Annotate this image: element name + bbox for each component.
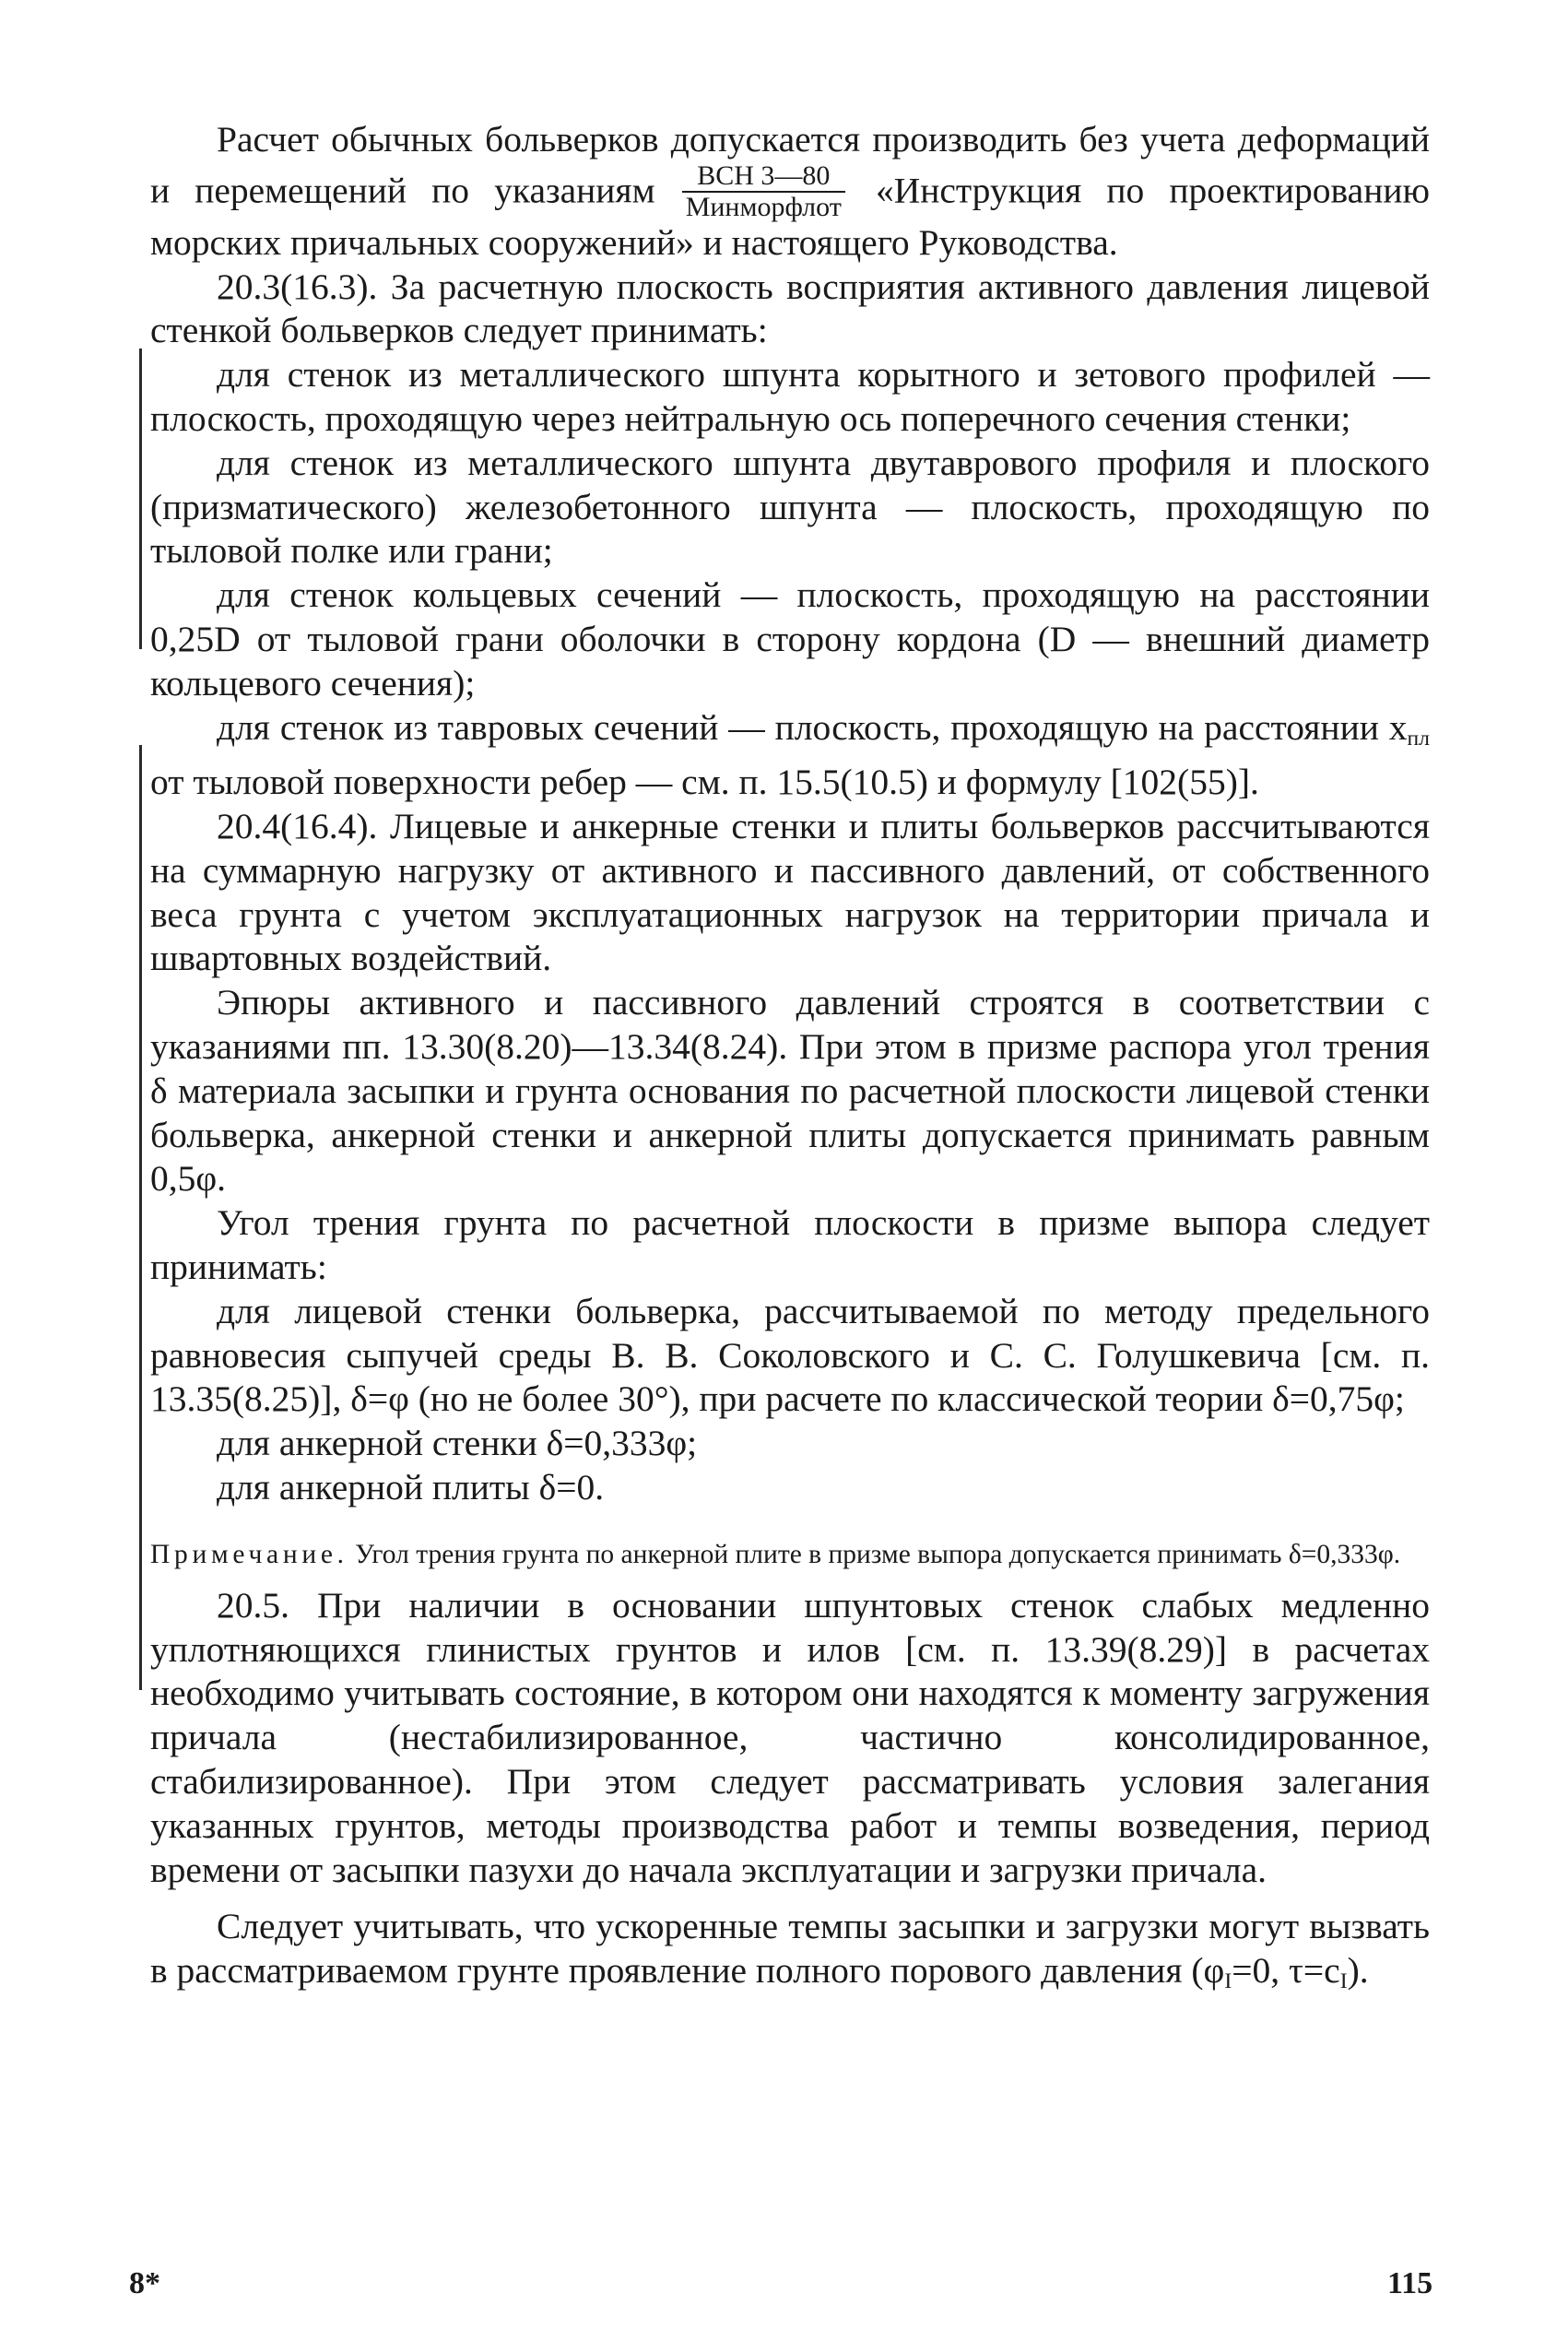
paragraph-i-beam-sheet: для стенок из металлического шпунта двутаврового профиля и плоского (призматического) железобетонного шпунта — плоскость, проходящую по тыловой полке или грани; xyxy=(150,442,1430,572)
paragraph-20-5: 20.5. При наличии в основании шпунтовых стенок слабых медленно уплотняющихся глинистых грунтов и илов [см. п. 13.39(8.29)] в расчетах необходимо учитывать состояние, в котором они находятся к моменту загружения причала (нестабилизированное, частично консолидированное, стабилизированное). При этом следует рассматривать условия залегания указанных грунтов, методы производства работ и темпы возведения, период времени от засыпки пазухи до начала эксплуатации и загрузки причала. xyxy=(150,1584,1430,1890)
paragraph-20-3: 20.3(16.3). За расчетную плоскость восприятия активного давления лицевой стенкой больверков следует принимать: xyxy=(150,266,1430,351)
paragraph-anchor-wall: для анкерной стенки δ=0,333φ; xyxy=(217,1423,698,1464)
footnote: Примечание. Угол трения грунта по анкерной плите в призме выпора допускается принимать δ=0,333φ. xyxy=(150,1539,1401,1569)
margin-change-bar xyxy=(139,745,142,1690)
paragraph-pressure-diagrams: Эпюры активного и пассивного давлений строятся в соответствии с указаниями пп. 13.30(8.20)—13.34(8.24). При этом в призме распора угол трения δ материала засыпки и грунта основания по расчетной плоскости лицевой стенки больверка, анкерной стенки и анкерной плиты допускается принимать равным 0,5φ. xyxy=(150,982,1430,1200)
page-number: 115 xyxy=(1387,2266,1433,2300)
paragraph-tee-sections: для стенок из тавровых сечений — плоскость, проходящую на расстоянии $x_{пл}$ от тыловой поверхности ребер — см. п. 15.5(10.5) и формулу [102(55)]. xyxy=(150,706,1430,803)
document-body xyxy=(150,118,1430,2004)
paragraph-20-4: 20.4(16.4). Лицевые и анкерные стенки и плиты больверков рассчитываются на суммарную нагрузку от активного и пассивного давлений, от собственного веса грунта с учетом эксплуатационных нагрузок на территории причала и швартовных воздействий. xyxy=(150,806,1430,979)
paragraph-face-wall: для лицевой стенки больверка, рассчитываемой по методу предельного равновесия сыпучей среды В. В. Соколовского и С. С. Голушкевича [см. п. 13.35(8.25)], δ=φ (но не более 30°), при расчете по классической теории δ=0,75φ; xyxy=(150,1290,1430,1420)
fraction-vsn: $\frac{\text{ВСН 3—80}}{\text{Минморфлот}}$ xyxy=(682,162,845,221)
paragraph-corrugated-sheet: для стенок из металлического шпунта корытного и зетового профилей — плоскость, проходящую через нейтральную ось поперечного сечения стенки; xyxy=(150,354,1430,439)
paragraph-friction-angle: Угол трения грунта по расчетной плоскости в призме выпора следует принимать: xyxy=(150,1202,1430,1288)
paragraph-pore-pressure: Следует учитывать, что ускоренные темпы засыпки и загрузки могут вызвать в рассматриваемом грунте проявление полного порового давления ($\varphi_I=0$, $\tau=c_I$). xyxy=(150,1906,1430,1994)
paragraph-intro: Расчет обычных больверков допускается производить без учета деформаций и перемещений по указаниям $\frac{\text{ВСН 3—80}}{\text{Минморфлот}}$ «Инструкция по проектированию морских причальных сооружений» и настоящего Руководства. xyxy=(150,119,1431,263)
paragraph-anchor-plate: для анкерной плиты δ=0. xyxy=(217,1467,605,1508)
paragraph-ring-sections: для стенок кольцевых сечений — плоскость, проходящую на расстоянии 0,25D от тыловой грани оболочки в сторону кордона (D — внешний диаметр кольцевого сечения); xyxy=(150,574,1430,703)
signature-mark: 8* xyxy=(129,2266,160,2300)
margin-change-bar xyxy=(139,349,142,649)
